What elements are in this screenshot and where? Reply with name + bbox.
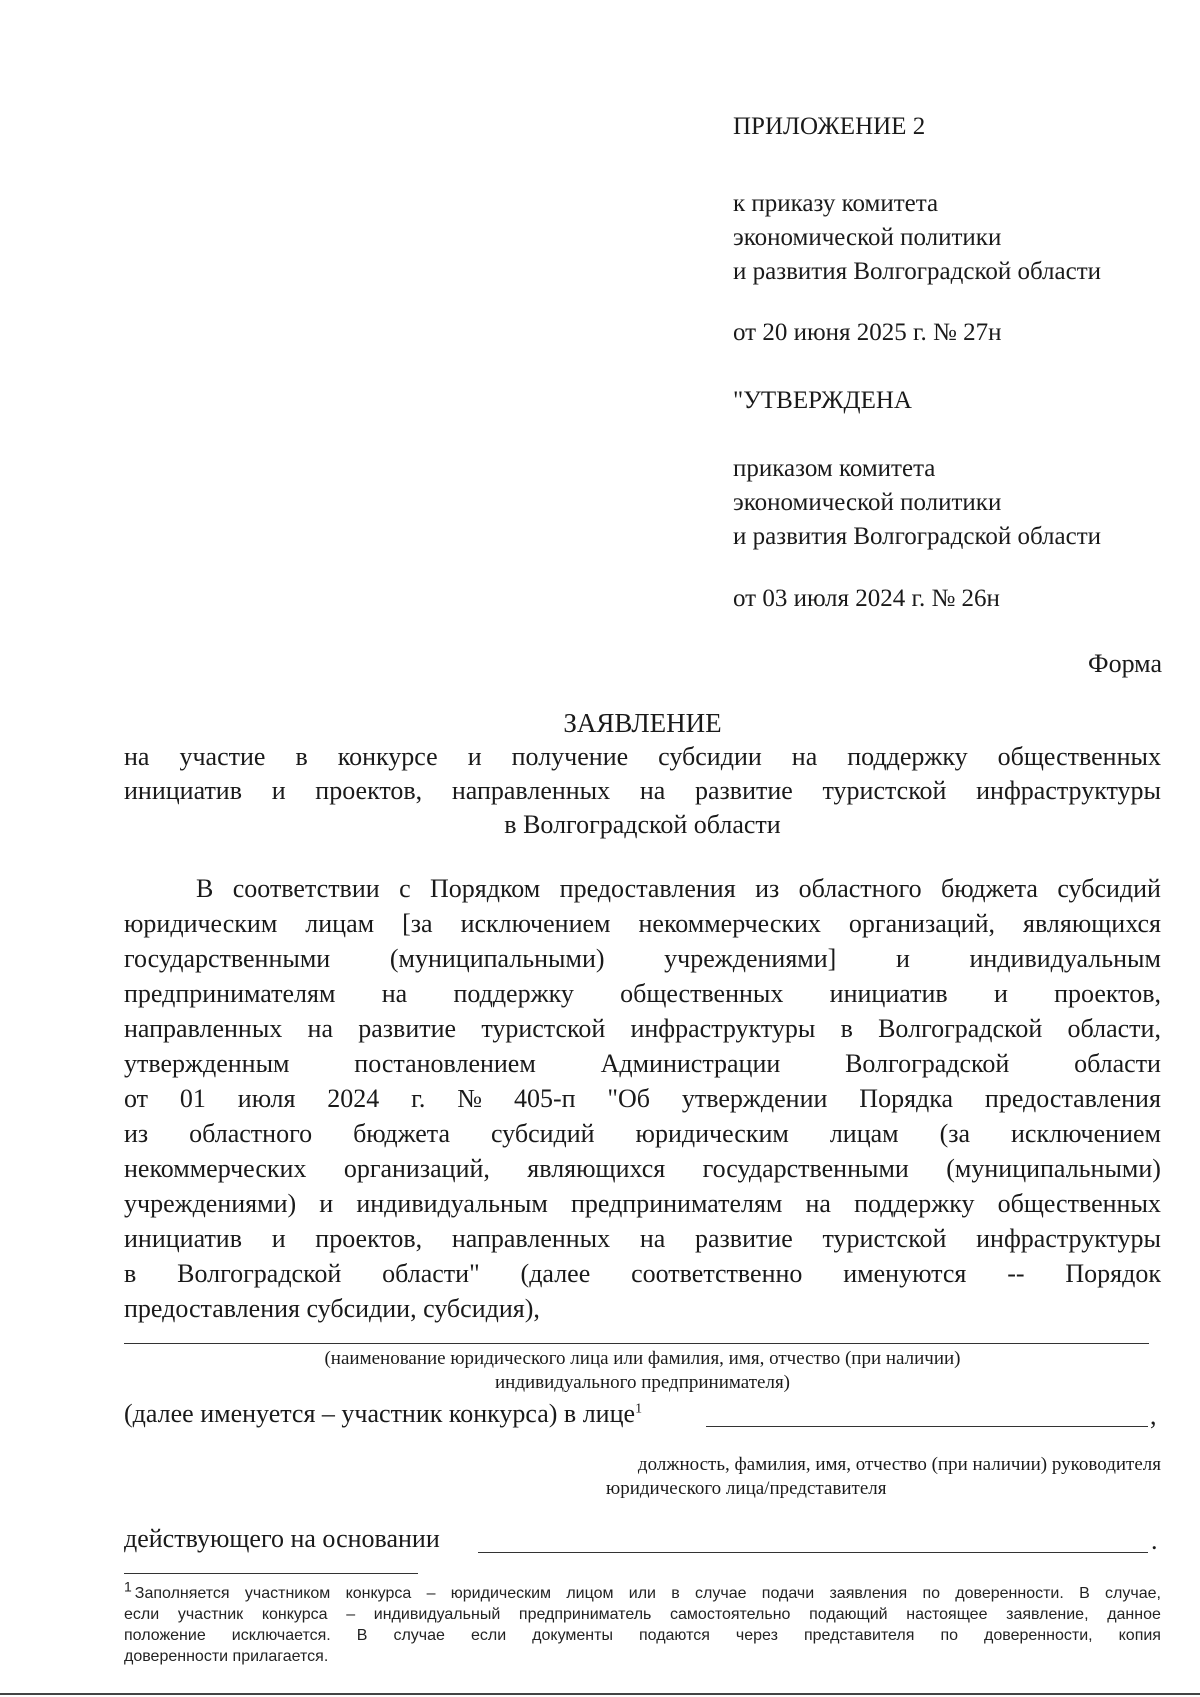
word: инициатив	[124, 1224, 242, 1253]
word: проектов,	[315, 1224, 423, 1253]
word: проектов,	[1054, 979, 1161, 1008]
word: на	[381, 979, 408, 1008]
word: организаций,	[848, 909, 996, 938]
word: областного	[189, 1119, 313, 1148]
form-label: Форма	[1088, 649, 1162, 678]
body-line	[124, 1081, 1161, 1116]
footnote-separator	[124, 1573, 418, 1574]
word: в	[295, 742, 308, 771]
basis-field-dot: .	[1151, 1526, 1158, 1555]
footnote-mark-wrap	[124, 1578, 132, 1604]
representative-field-comma: ,	[1150, 1401, 1157, 1430]
word: конкурса	[345, 1585, 412, 1602]
body-line	[124, 1011, 1161, 1046]
word: участник	[177, 1606, 244, 1623]
word: некоммерческих	[638, 909, 821, 938]
word: конкурса	[261, 1606, 328, 1623]
statement-subtitle-line	[124, 774, 1161, 808]
word: лицам	[305, 909, 375, 938]
word: на	[124, 742, 150, 771]
word: Порядком	[430, 874, 541, 903]
word: лицам	[829, 1119, 899, 1148]
participant-name-field[interactable]	[124, 1343, 1149, 1344]
footnote-line	[124, 1604, 1161, 1625]
word: инициатив	[829, 979, 948, 1008]
word: направленных	[451, 776, 611, 805]
word: Волгоградской	[177, 1259, 342, 1288]
word: учреждениями]	[664, 944, 837, 973]
footnote-ref: 1	[635, 1401, 643, 1417]
scan-edge	[0, 1693, 1200, 1695]
word: исключением	[460, 909, 611, 938]
word: области,	[1067, 1014, 1161, 1043]
word: данное	[1107, 1606, 1161, 1623]
word: от	[124, 1084, 149, 1113]
word: "Об	[607, 1084, 651, 1113]
body-line	[124, 1151, 1161, 1186]
word: доверенности,	[984, 1627, 1093, 1644]
word: если	[470, 1627, 507, 1644]
word: туристской	[822, 1224, 947, 1253]
word: из	[124, 1119, 149, 1148]
word: по	[940, 1627, 959, 1644]
word: (муниципальными)	[946, 1154, 1161, 1183]
body-line	[124, 1046, 1161, 1081]
word: случае	[695, 1585, 747, 1602]
approved-date: от 03 июля 2024 г. № 26н	[733, 585, 1000, 612]
representative-field[interactable]	[706, 1426, 1148, 1427]
footnote-line	[124, 1625, 1161, 1646]
word: и	[895, 944, 910, 973]
word: на	[791, 742, 818, 771]
word: доверенности.	[955, 1585, 1064, 1602]
participant-name-caption: (наименование юридического лица или фамилия, имя, отчество (при наличии)	[324, 1348, 961, 1369]
approved-ref-line: и развития Волгоградской области	[733, 523, 1102, 550]
word: участником	[244, 1585, 331, 1602]
word: организаций,	[343, 1154, 490, 1183]
word: бюджета	[941, 874, 1038, 903]
word: предоставления	[984, 1084, 1161, 1113]
represented-by-text: (далее именуется – участник конкурса) в лице	[124, 1399, 636, 1428]
word: Волгоградской	[878, 1014, 1043, 1043]
word: направленных	[124, 1014, 283, 1043]
word: случае,	[1105, 1585, 1161, 1602]
word: Волгоградской	[845, 1049, 1010, 1078]
position-caption: юридического лица/представителя	[606, 1478, 887, 1499]
word: исключается.	[231, 1627, 331, 1644]
word: утвержденным	[124, 1049, 290, 1078]
statement-subtitle-line	[124, 740, 1161, 774]
order-date: от 20 июня 2025 г. № 27н	[733, 319, 1002, 346]
word: инфраструктуры	[630, 1014, 816, 1043]
word: юридическим	[124, 909, 278, 938]
word: Заполняется	[134, 1585, 230, 1602]
word: получение	[511, 742, 629, 771]
word: на	[805, 1189, 831, 1218]
word: развитие	[695, 1224, 793, 1253]
order-reference	[733, 187, 1101, 289]
word: на	[639, 776, 666, 805]
word: из	[755, 874, 780, 903]
participant-name-caption: индивидуального предпринимателя)	[494, 1372, 791, 1393]
word: Администрации	[600, 1049, 781, 1078]
word: копия	[1118, 1627, 1161, 1644]
word: области"	[382, 1259, 480, 1288]
word: г.	[411, 1084, 426, 1113]
word: учреждениями)	[124, 1189, 297, 1218]
word: подающий	[809, 1606, 888, 1623]
basis-field[interactable]	[478, 1552, 1148, 1553]
word: В	[356, 1627, 368, 1644]
word: туристской	[481, 1014, 606, 1043]
word: или	[628, 1585, 656, 1602]
word: соответствии	[232, 874, 380, 903]
footnote-line-content	[124, 1578, 1161, 1604]
approved-ref-line: экономической политики	[733, 489, 1002, 516]
word: юридическим	[450, 1585, 552, 1602]
footnote-line-words	[135, 1583, 1161, 1604]
word: предпринимателям	[570, 1189, 783, 1218]
word: предоставления	[559, 874, 736, 903]
word: В	[1079, 1585, 1090, 1602]
word: поддержку	[854, 1189, 975, 1218]
word: с	[399, 874, 411, 903]
word: исключением	[1011, 1119, 1161, 1148]
word: являющихся	[527, 1154, 666, 1183]
body-line	[124, 906, 1161, 941]
word: представителя	[803, 1627, 915, 1644]
word: 2024	[327, 1084, 380, 1113]
word: заявление,	[1006, 1606, 1089, 1623]
word: по	[922, 1585, 940, 1602]
approved-ref-line: приказом комитета	[733, 455, 936, 482]
statement-title: ЗАЯВЛЕНИЕ	[563, 708, 722, 738]
word: --	[1007, 1259, 1025, 1288]
word: соответственно	[631, 1259, 803, 1288]
order-ref-line: экономической политики	[733, 224, 1002, 251]
word: 405-п	[513, 1084, 576, 1113]
statement-subtitle-line: в Волгоградской области	[504, 810, 781, 839]
word: развитие	[358, 1014, 457, 1043]
word: общественных	[997, 742, 1161, 771]
word: предприниматель	[518, 1606, 652, 1623]
word: и	[271, 776, 286, 805]
position-caption: должность, фамилия, имя, отчество (при наличии) руководителя	[637, 1454, 1161, 1475]
word: на	[639, 1224, 666, 1253]
word: развитие	[695, 776, 793, 805]
word: и	[271, 1224, 286, 1253]
body-line	[124, 941, 1161, 976]
word: настоящее	[906, 1606, 988, 1623]
word: случае	[393, 1627, 445, 1644]
word: именуются	[843, 1259, 967, 1288]
word: являющихся	[1023, 909, 1161, 938]
word: и	[467, 742, 482, 771]
body-line	[124, 1221, 1161, 1256]
word: общественных	[620, 979, 784, 1008]
word: на	[307, 1014, 334, 1043]
word: областного	[798, 874, 922, 903]
word: общественных	[997, 1189, 1161, 1218]
order-ref-line: и развития Волгоградской области	[733, 258, 1102, 285]
word: самостоятельно	[670, 1606, 791, 1623]
body-line: предоставления субсидии, субсидия),	[124, 1294, 540, 1323]
word: субсидий	[490, 1119, 595, 1148]
word: утверждении	[681, 1084, 828, 1113]
word: В	[196, 874, 214, 903]
body-line	[124, 1256, 1161, 1291]
word: №	[457, 1084, 483, 1113]
approved-reference	[733, 452, 1101, 554]
word: инициатив	[124, 776, 242, 805]
word: лицом	[566, 1585, 614, 1602]
word: [за	[402, 909, 433, 938]
word: индивидуальным	[356, 1189, 548, 1218]
word: направленных	[451, 1224, 611, 1253]
body-line	[124, 1186, 1161, 1221]
word: субсидии	[658, 742, 762, 771]
word: июля	[237, 1084, 296, 1113]
word: и	[993, 979, 1008, 1008]
word: документы	[532, 1627, 613, 1644]
order-ref-line: к приказу комитета	[733, 190, 939, 217]
word: бюджета	[353, 1119, 451, 1148]
body-line	[196, 871, 1161, 906]
word: в	[124, 1259, 137, 1288]
approved-title: "УТВЕРЖДЕНА	[733, 387, 912, 414]
word: государственными	[124, 944, 331, 973]
word: заявления	[829, 1585, 908, 1602]
word: юридическим	[635, 1119, 789, 1148]
word: 01	[179, 1084, 206, 1113]
footnote-mark: 1	[124, 1578, 132, 1595]
word: и	[319, 1189, 334, 1218]
word: –	[346, 1606, 356, 1623]
word: инфраструктуры	[976, 776, 1161, 805]
word: индивидуальным	[969, 944, 1161, 973]
body-line	[124, 976, 1161, 1011]
word: если	[124, 1606, 160, 1623]
word: предпринимателям	[124, 979, 336, 1008]
word: проектов,	[315, 776, 423, 805]
footnote-line	[124, 1578, 1161, 1604]
word: конкурсе	[337, 742, 438, 771]
word: области	[1074, 1049, 1161, 1078]
word: туристской	[822, 776, 947, 805]
word: участие	[179, 742, 266, 771]
word: –	[426, 1585, 436, 1602]
word: индивидуальный	[373, 1606, 501, 1623]
word: (муниципальными)	[389, 944, 605, 973]
word: (далее	[520, 1259, 591, 1288]
word: поддержку	[453, 979, 574, 1008]
word: инфраструктуры	[976, 1224, 1161, 1253]
word: поддержку	[847, 742, 968, 771]
word: подачи	[761, 1585, 815, 1602]
represented-by-label	[124, 1396, 642, 1431]
body-line	[124, 1116, 1161, 1151]
word: (за	[939, 1119, 971, 1148]
word: постановлением	[354, 1049, 536, 1078]
word: Порядка	[859, 1084, 954, 1113]
word: субсидий	[1057, 874, 1161, 903]
basis-label: действующего на основании	[124, 1524, 440, 1553]
word: некоммерческих	[124, 1154, 307, 1183]
word: в	[671, 1585, 680, 1602]
word: в	[840, 1014, 853, 1043]
footnote-line: доверенности прилагается.	[124, 1648, 329, 1665]
word: государственными	[702, 1154, 909, 1183]
word: подаются	[638, 1627, 710, 1644]
footnote	[124, 1578, 1161, 1667]
word: через	[735, 1627, 778, 1644]
word: Порядок	[1065, 1259, 1161, 1288]
appendix-title: ПРИЛОЖЕНИЕ 2	[733, 113, 926, 140]
word: положение	[124, 1627, 206, 1644]
